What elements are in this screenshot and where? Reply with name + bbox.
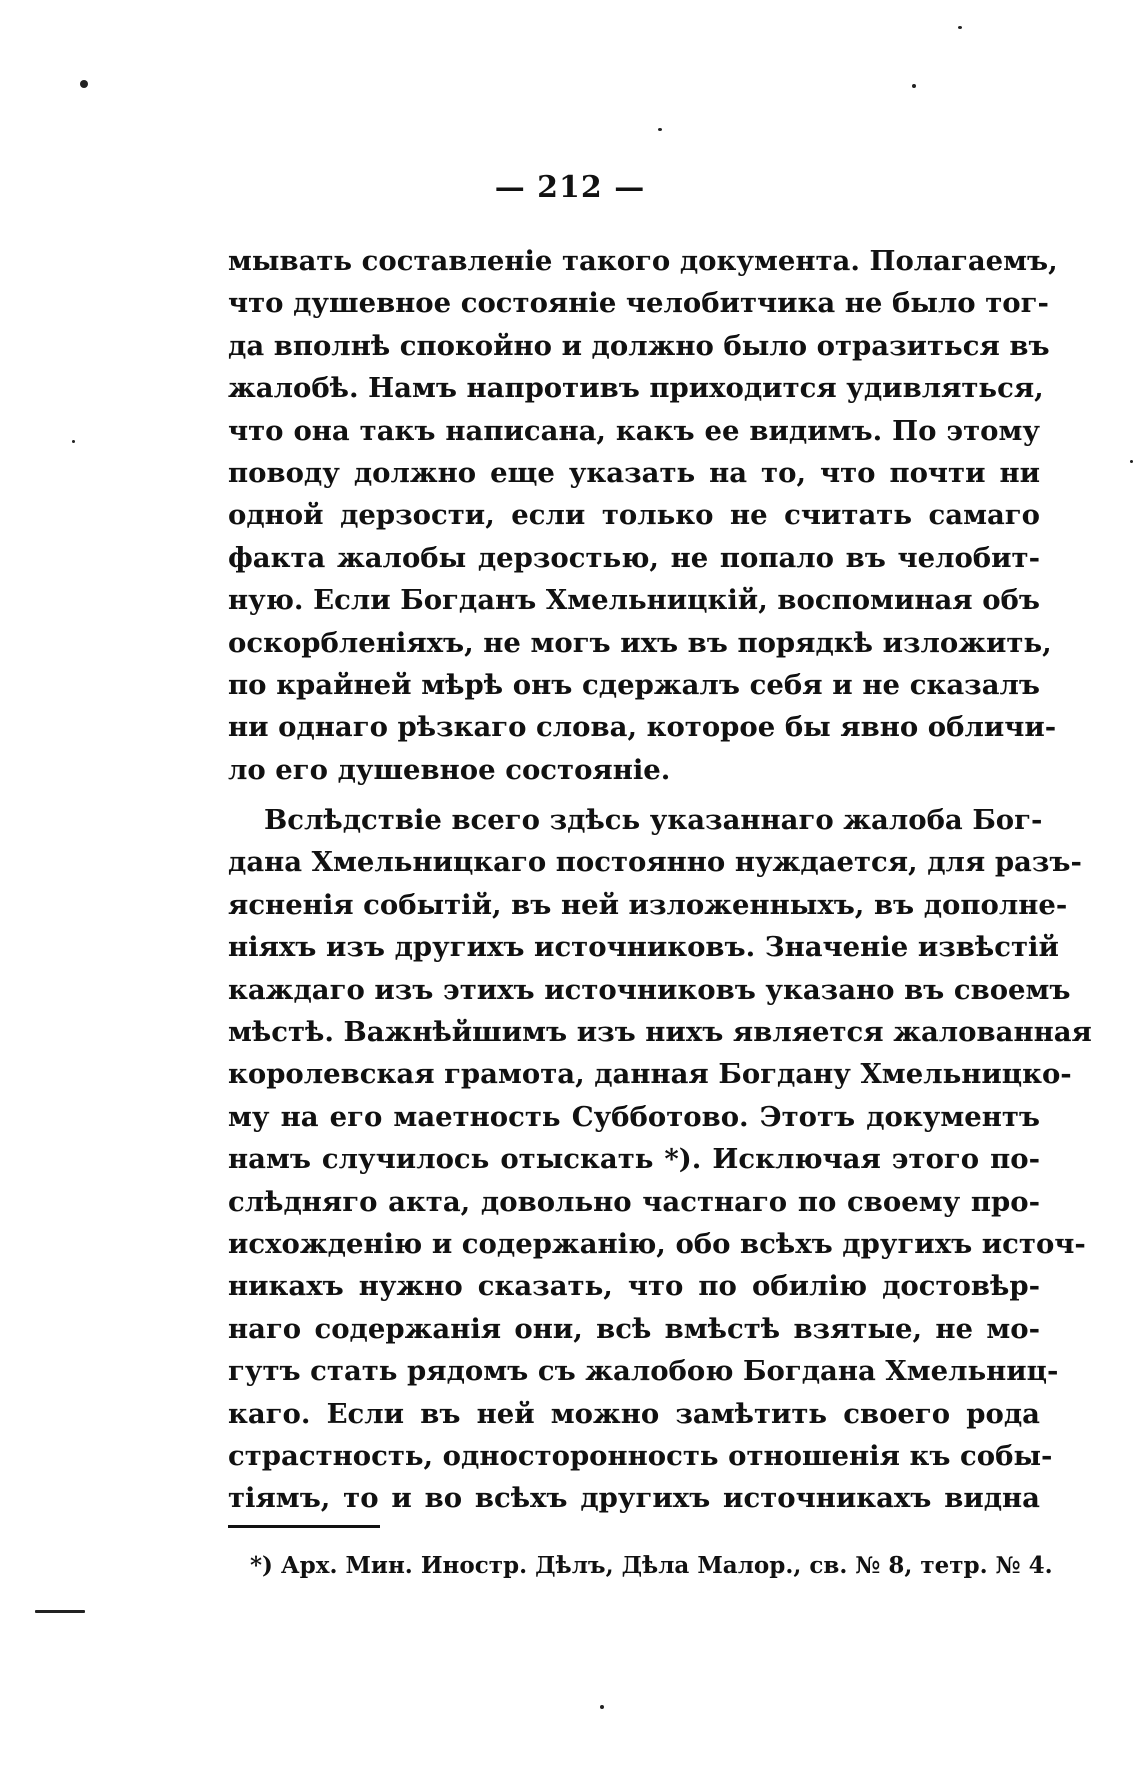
text-line: по крайней мѣрѣ онъ сдержалъ себя и не сказалъ [228,668,1040,701]
text-line: страстность, односторонность отношенія къ собы- [228,1439,1053,1472]
text-line: никахъ нужно сказать, что по обилію достовѣр- [228,1270,1040,1303]
text-line: ясненія событій, въ ней изложенныхъ, въ дополне- [228,888,1068,921]
scan-speck [72,440,75,443]
text-line: ни однаго рѣзкаго слова, которое бы явно обличи- [228,711,1057,744]
text-line: что душевное состояніе челобитчика не было тог- [228,287,1049,320]
footnote: *) Арх. Мин. Иностр. Дѣлъ, Дѣла Малор., св. № 8, тетр. № 4. [250,1552,1053,1579]
text-line: да вполнѣ спокойно и должно было отразиться въ [228,329,1050,362]
text-line: что она такъ написана, какъ ее видимъ. По этому [228,414,1040,447]
text-line: слѣдняго акта, довольно частнаго по своему про- [228,1185,1040,1218]
text-line: жалобѣ. Намъ напротивъ приходится удивляться, [228,372,1044,405]
text-line: мѣстѣ. Важнѣйшимъ изъ нихъ является жалованная [228,1016,1092,1049]
text-line: ную. Если Богданъ Хмельницкій, воспоминая объ [228,584,1040,617]
text-line: мывать составленіе такого документа. Полагаемъ, [228,245,1058,277]
text-line: Вслѣдствіе всего здѣсь указаннаго жалоба Бог- [264,804,1043,837]
scan-speck [658,128,662,131]
text-line: королевская грамота, данная Богдану Хмельницко- [228,1058,1072,1091]
text-line: одной дерзости, если только не считать самаго [228,499,1040,532]
scan-speck [958,26,962,29]
scan-speck [600,1705,604,1709]
footnote-rule [228,1525,380,1528]
body-text [228,240,1092,1520]
paragraph-gap [228,791,1040,799]
text-line: гутъ стать рядомъ съ жалобою Богдана Хмельниц- [228,1355,1059,1388]
scan-speck [35,1610,85,1613]
text-line: намъ случилось отыскать *). Исключая этого по- [228,1143,1040,1176]
scan-speck [912,84,916,88]
text-line: каждаго изъ этихъ источниковъ указано въ своемъ [228,973,1071,1006]
page-number: — 212 — [494,170,646,205]
text-line: оскорбленіяхъ, не могъ ихъ въ порядкѣ изложить, [228,626,1052,659]
text-line: ло его душевное состояніе. [228,753,671,786]
text-line: поводу должно еще указать на то, что почти ни [228,456,1040,489]
text-line: исхожденію и содержанію, обо всѣхъ другихъ источ- [228,1227,1086,1260]
scan-speck [1130,460,1133,463]
text-line: ніяхъ изъ другихъ источниковъ. Значеніе извѣстій [228,931,1059,964]
text-line: факта жалобы дерзостью, не попало въ челобит- [228,541,1040,574]
paragraph [228,240,1058,791]
text-line: наго содержанія они, всѣ вмѣстѣ взятые, не мо- [228,1312,1040,1345]
text-line: каго. Если въ ней можно замѣтить своего рода [228,1397,1040,1430]
paragraph [228,799,1092,1520]
text-line: тіямъ, то и во всѣхъ другихъ источникахъ видна [228,1482,1040,1515]
text-line: му на его маетность Субботово. Этотъ документъ [228,1100,1040,1133]
scan-speck [80,80,88,88]
text-line: дана Хмельницкаго постоянно нуждается, для разъ- [228,846,1082,879]
